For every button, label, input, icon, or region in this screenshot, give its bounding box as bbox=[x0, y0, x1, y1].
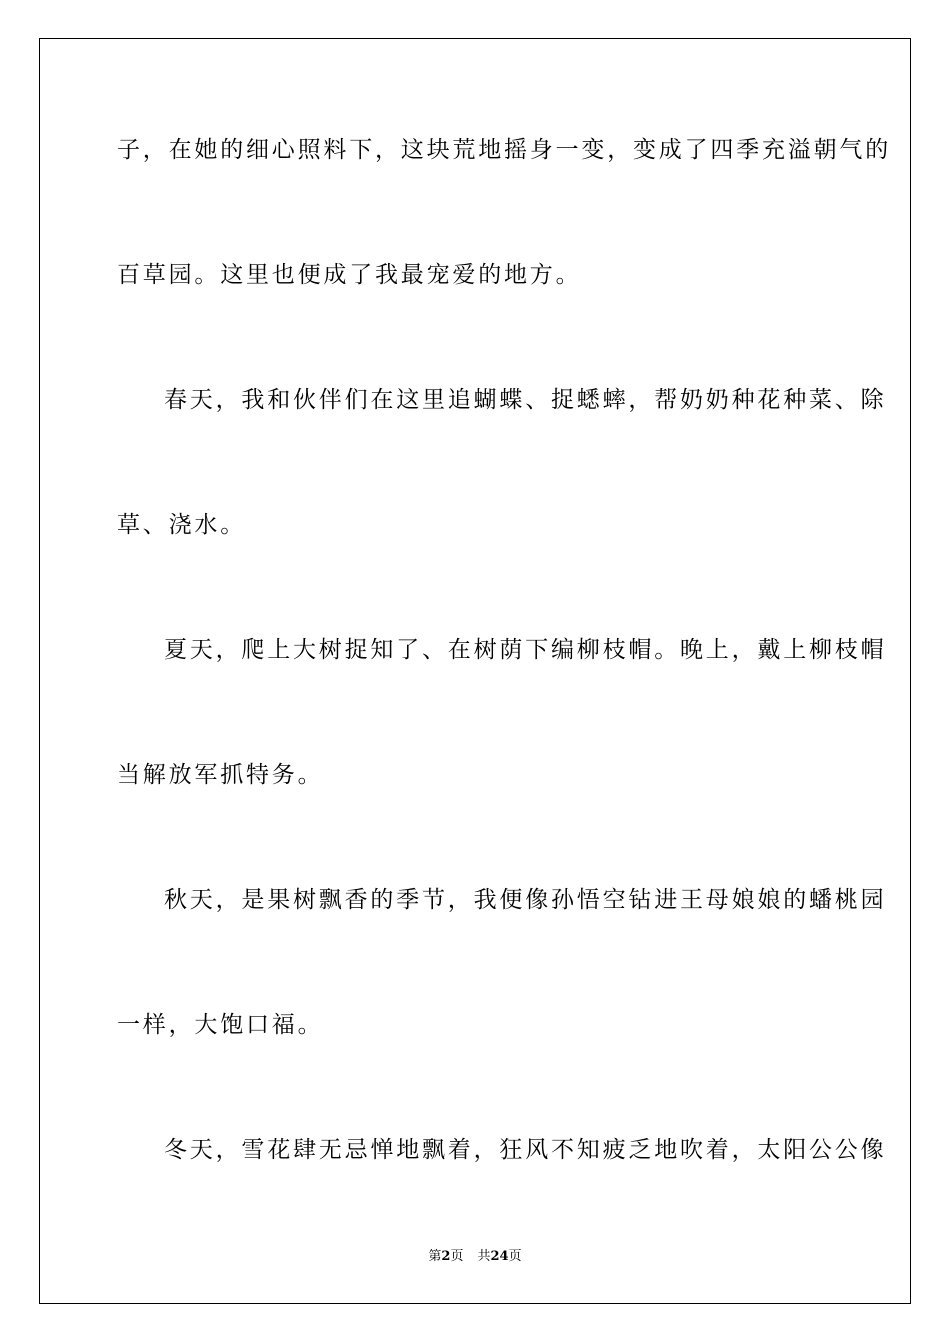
page-border bbox=[39, 38, 911, 1304]
page-suffix: 页 bbox=[450, 1249, 464, 1264]
text-line-6: 当解放军抓特务。 bbox=[117, 762, 324, 788]
text-line-2: 百草园。这里也便成了我最宠爱的地方。 bbox=[117, 262, 582, 288]
text-line-3: 春天，我和伙伴们在这里追蝴蝶、捉蟋蟀，帮奶奶种花种菜、除 bbox=[164, 387, 887, 413]
text-line-4: 草、浇水。 bbox=[117, 512, 246, 538]
page-number: 2 bbox=[441, 1249, 451, 1264]
text-line-1: 子，在她的细心照料下，这块荒地摇身一变，变成了四季充溢朝气的 bbox=[117, 137, 891, 163]
total-prefix: 共 bbox=[477, 1249, 491, 1264]
text-line-7: 秋天，是果树飘香的季节，我便像孙悟空钻进王母娘娘的蟠桃园 bbox=[164, 887, 887, 913]
total-pages: 24 bbox=[490, 1249, 509, 1264]
text-line-8: 一样，大饱口福。 bbox=[117, 1012, 324, 1038]
text-line-9: 冬天，雪花肆无忌惮地飘着，狂风不知疲乏地吹着，太阳公公像 bbox=[164, 1137, 887, 1163]
page-footer bbox=[0, 1248, 950, 1266]
text-line-5: 夏天，爬上大树捉知了、在树荫下编柳枝帽。晚上，戴上柳枝帽 bbox=[164, 637, 887, 663]
page-prefix: 第 bbox=[428, 1249, 442, 1264]
total-suffix: 页 bbox=[508, 1249, 522, 1264]
